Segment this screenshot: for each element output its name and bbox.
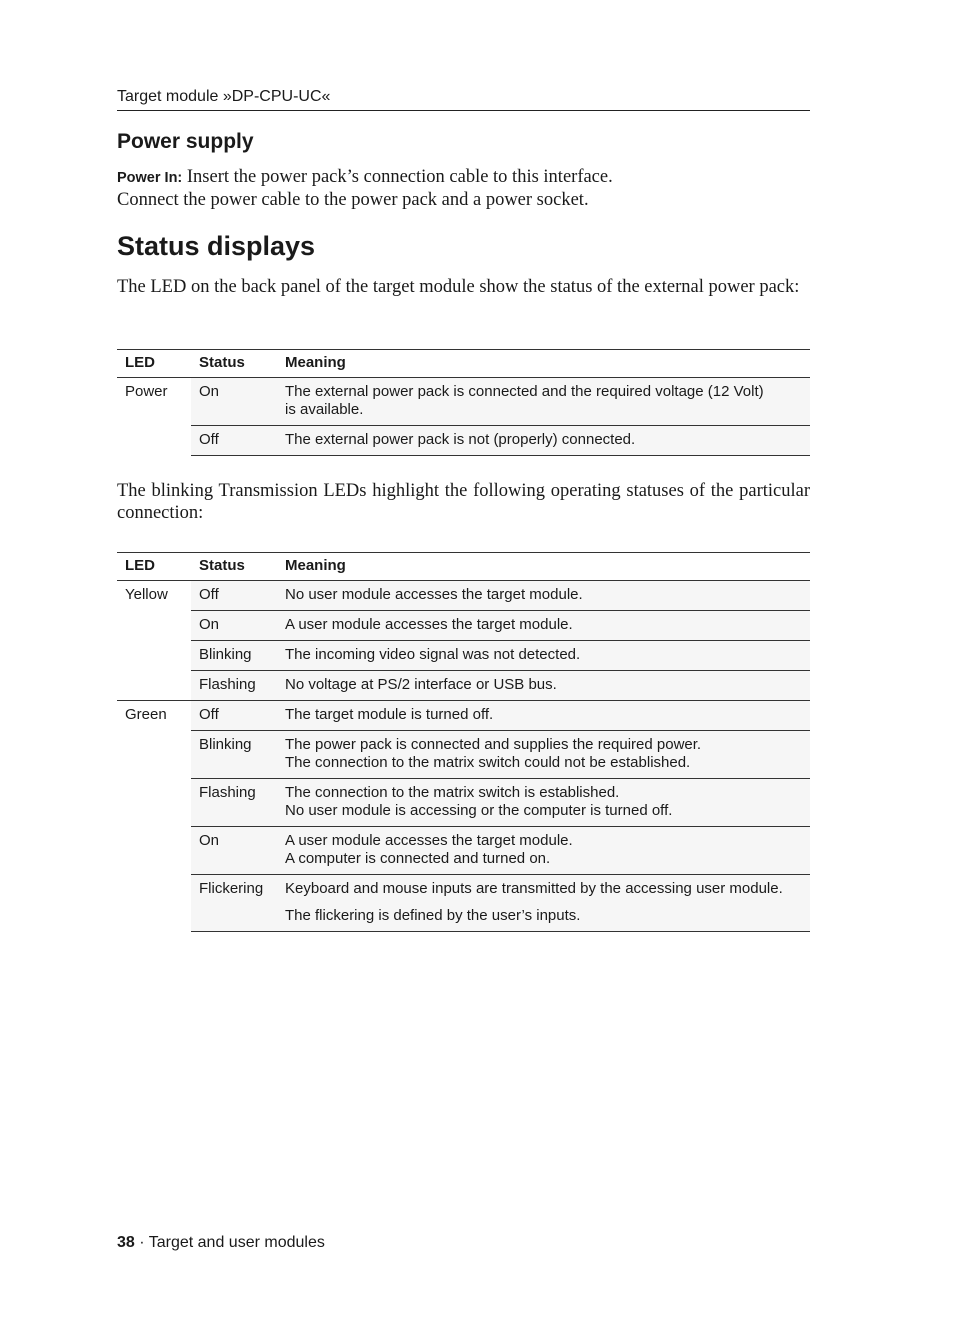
transmission-led-table	[117, 552, 810, 932]
meaning-cell	[277, 827, 810, 875]
meaning-line: No user module accesses the target module.	[285, 586, 583, 603]
meaning-line: The target module is turned off.	[285, 706, 494, 723]
meaning-cell	[277, 378, 810, 426]
column-header-status: Status	[191, 553, 277, 581]
status-cell: Flickering	[191, 875, 277, 932]
table-row	[117, 827, 810, 875]
status-cell: Off	[191, 701, 277, 731]
meaning-cell	[277, 701, 810, 731]
table-row	[117, 581, 810, 611]
meaning-line: is available.	[285, 401, 364, 418]
transmission-led-intro: The blinking Transmission LEDs highlight the following operating statuses of the particular connection:	[117, 481, 810, 523]
status-cell: On	[191, 611, 277, 641]
power-supply-heading: Power supply	[117, 130, 254, 153]
meaning-cell	[277, 426, 810, 456]
column-header-led: LED	[117, 553, 191, 581]
meaning-cell	[277, 779, 810, 827]
status-displays-heading: Status displays	[117, 231, 316, 261]
table-row	[117, 875, 810, 932]
meaning-line: The external power pack is connected and the required voltage (12 Volt)	[285, 383, 764, 400]
table-row	[117, 779, 810, 827]
meaning-line: The connection to the matrix switch could not be established.	[285, 754, 691, 771]
meaning-line: The external power pack is not (properly) connected.	[285, 431, 636, 448]
power-supply-text	[117, 166, 810, 211]
meaning-line: The connection to the matrix switch is established.	[285, 784, 620, 801]
table-header-row	[117, 553, 810, 581]
table-row	[117, 611, 810, 641]
meaning-line: A user module accesses the target module.	[285, 616, 573, 633]
meaning-cell	[277, 671, 810, 701]
status-cell: Off	[191, 426, 277, 456]
meaning-line: The incoming video signal was not detected.	[285, 646, 581, 663]
meaning-line: A computer is connected and turned on.	[285, 850, 551, 867]
led-name-cell: Power	[117, 378, 191, 456]
table-header-row	[117, 350, 810, 378]
meaning-cell	[277, 581, 810, 611]
table-row	[117, 701, 810, 731]
status-cell: Blinking	[191, 731, 277, 779]
column-header-meaning: Meaning	[277, 350, 810, 378]
table-row	[117, 671, 810, 701]
led-name-cell: Green	[117, 701, 191, 932]
column-header-meaning: Meaning	[277, 553, 810, 581]
table-row	[117, 378, 810, 426]
meaning-cell	[277, 731, 810, 779]
meaning-cell	[277, 611, 810, 641]
status-cell: Flashing	[191, 779, 277, 827]
status-cell: Flashing	[191, 671, 277, 701]
page-number: 38	[117, 1234, 135, 1251]
footer-separator: ·	[134, 1234, 149, 1251]
status-cell: On	[191, 378, 277, 426]
meaning-line: Keyboard and mouse inputs are transmitted by the accessing user module.	[285, 880, 783, 897]
footer-section: Target and user modules	[148, 1234, 325, 1251]
meaning-line: A user module accesses the target module.	[285, 832, 573, 849]
status-cell: Off	[191, 581, 277, 611]
table-row	[117, 731, 810, 779]
meaning-line: The flickering is defined by the user’s inputs.	[285, 907, 581, 924]
status-cell: On	[191, 827, 277, 875]
column-header-status: Status	[191, 350, 277, 378]
power-led-intro: The LED on the back panel of the target module show the status of the external power pack:	[117, 277, 800, 297]
meaning-line: No voltage at PS/2 interface or USB bus.	[285, 676, 557, 693]
power-in-description: Insert the power pack’s connection cable to this interface.	[186, 167, 613, 187]
table-row	[117, 426, 810, 456]
power-in-line	[117, 166, 810, 189]
meaning-line: The power pack is connected and supplies the required power.	[285, 736, 702, 753]
led-name-cell: Yellow	[117, 581, 191, 701]
power-cable-instruction: Connect the power cable to the power pack and a power socket.	[117, 190, 589, 210]
meaning-cell	[277, 641, 810, 671]
meaning-line: No user module is accessing or the computer is turned off.	[285, 802, 673, 819]
running-header: Target module »DP-CPU-UC«	[117, 88, 810, 111]
column-header-led: LED	[117, 350, 191, 378]
table-row	[117, 641, 810, 671]
page-footer	[117, 1234, 325, 1252]
meaning-cell	[277, 875, 810, 932]
power-led-table	[117, 349, 810, 456]
status-cell: Blinking	[191, 641, 277, 671]
power-in-label: Power In:	[117, 170, 183, 186]
